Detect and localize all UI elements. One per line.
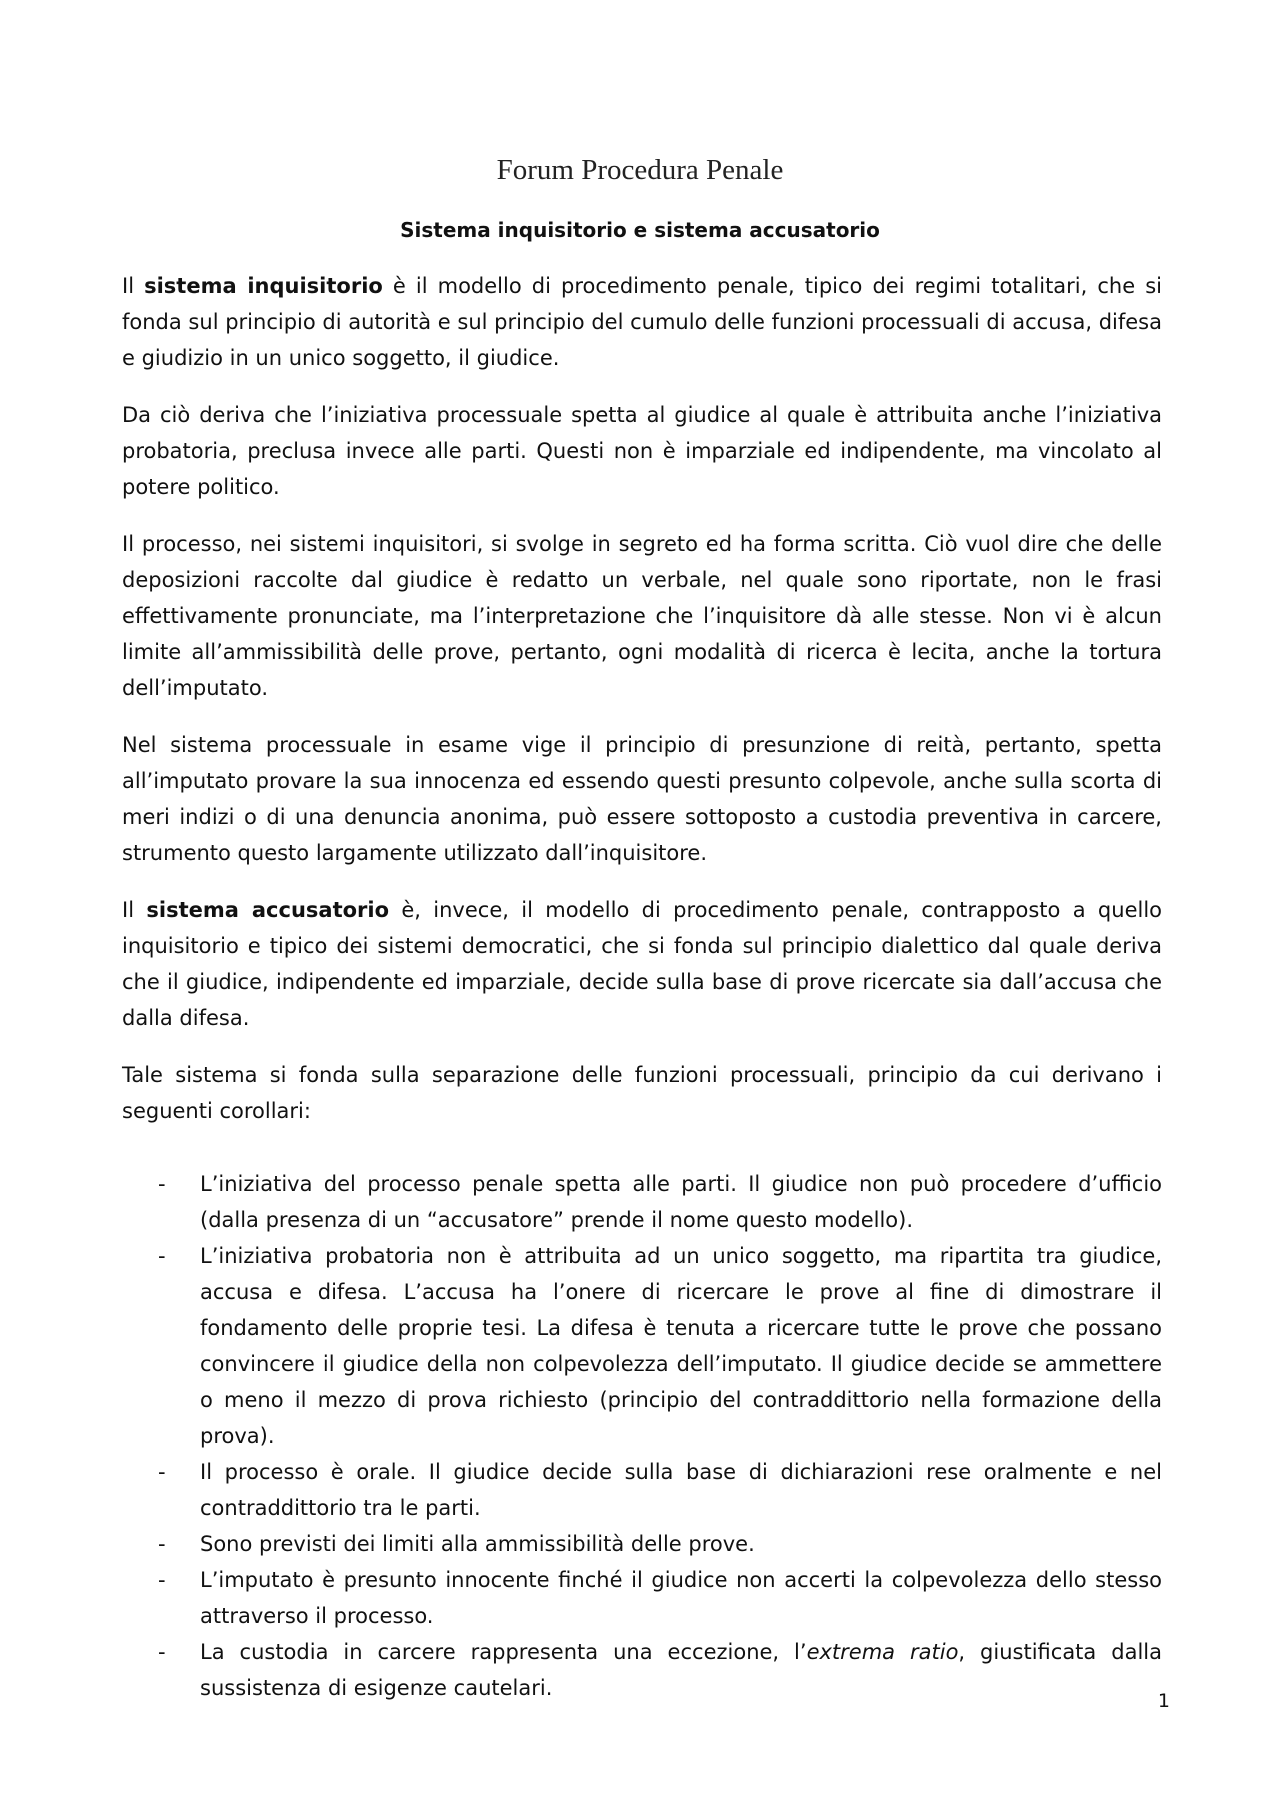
list-item	[122, 1562, 1162, 1634]
paragraph-text: è il modello di procedimento penale, tipico dei regimi totalitari, che si fonda sul principio di autorità e sul principio del cumulo delle funzioni processuali di accusa, difesa e giudizio in un unico soggetto, il giudice.	[122, 274, 1163, 370]
bullet-dash: -	[158, 1244, 166, 1268]
bullet-dash: -	[158, 1532, 166, 1556]
list-item	[122, 1526, 1162, 1562]
section-heading: Sistema inquisitorio e sistema accusatorio	[400, 218, 880, 242]
document-title: Forum Procedura Penale	[496, 154, 784, 186]
list-item-text: Sono previsti dei limiti alla ammissibilità delle prove.	[200, 1532, 755, 1556]
list-item	[122, 1454, 1162, 1526]
paragraph: Nel sistema processuale in esame vige il principio di presunzione di reità, pertanto, spetta all’imputato provare la sua innocenza ed essendo questi presunto colpevole, anche sulla scorta di meri indizi o di una denuncia anonima, può essere sottoposto a custodia preventiva in carcere, strumento questo largamente utilizzato dall’inquisitore.	[122, 733, 1162, 865]
bold-term: sistema accusatorio	[146, 898, 390, 922]
list-item	[122, 1634, 1162, 1706]
italic-term: extrema ratio	[806, 1640, 959, 1664]
paragraph: Tale sistema si fonda sulla separazione delle funzioni processuali, principio da cui derivano i seguenti corollari:	[122, 1063, 1162, 1123]
paragraph: Da ciò deriva che l’iniziativa processuale spetta al giudice al quale è attribuita anche l’iniziativa probatoria, preclusa invece alle parti. Questi non è imparziale ed indipendente, ma vincolato al potere politico.	[122, 403, 1162, 499]
list-item-text: Il processo è orale. Il giudice decide sulla base di dichiarazioni rese oralmente e nel contraddittorio tra le parti.	[200, 1460, 1162, 1520]
bullet-dash: -	[158, 1568, 166, 1592]
list-item	[122, 1238, 1162, 1454]
document-body	[122, 268, 1162, 1706]
paragraph: Il processo, nei sistemi inquisitori, si svolge in segreto ed ha forma scritta. Ciò vuol dire che delle deposizioni raccolte dal giudice è redatto un verbale, nel quale sono riportate, non le frasi effettivamente pronunciate, ma l’interpretazione che l’inquisitore dà alle stesse. Non vi è alcun limite all’ammissibilità delle prove, pertanto, ogni modalità di ricerca è lecita, anche la tortura dell’imputato.	[122, 532, 1162, 700]
bold-term: sistema inquisitorio	[144, 274, 383, 298]
bullet-dash: -	[158, 1640, 166, 1664]
list-item-text: L’iniziativa probatoria non è attribuita ad un unico soggetto, ma ripartita tra giudice, accusa e difesa. L’accusa ha l’onere di ricercare le prove al fine di dimostrare il fondamento delle proprie tesi. La difesa è tenuta a ricercare tutte le prove che possano convincere il giudice della non colpevolezza dell’imputato. Il giudice decide se ammettere o meno il mezzo di prova richiesto (principio del contraddittorio nella formazione della prova).	[200, 1244, 1162, 1448]
paragraph-lead: Il	[122, 898, 147, 922]
paragraph	[122, 892, 1162, 1036]
list-item-text: L’imputato è presunto innocente finché il giudice non accerti la colpevolezza dello stesso attraverso il processo.	[200, 1568, 1162, 1628]
bullet-dash: -	[158, 1172, 166, 1196]
paragraph-text: è, invece, il modello di procedimento penale, contrapposto a quello inquisitorio e tipico dei sistemi democratici, che si fonda sul principio dialettico dal quale deriva che il giudice, indipendente ed imparziale, decide sulla base di prove ricercate sia dall’accusa che dalla difesa.	[122, 898, 1163, 1030]
list-item-text: , giustificata dalla sussistenza di esigenze cautelari.	[200, 1640, 1162, 1700]
list-item	[122, 1166, 1162, 1238]
corollary-list	[122, 1166, 1162, 1706]
paragraph-lead: Il	[122, 274, 145, 298]
paragraph	[122, 268, 1162, 376]
list-item-text: L’iniziativa del processo penale spetta alle parti. Il giudice non può procedere d’ufficio (dalla presenza di un “accusatore” prende il nome questo modello).	[200, 1172, 1162, 1232]
page-number: 1	[1157, 1690, 1170, 1712]
list-item-text: La custodia in carcere rappresenta una eccezione, l’	[200, 1640, 807, 1664]
bullet-dash: -	[158, 1460, 166, 1484]
